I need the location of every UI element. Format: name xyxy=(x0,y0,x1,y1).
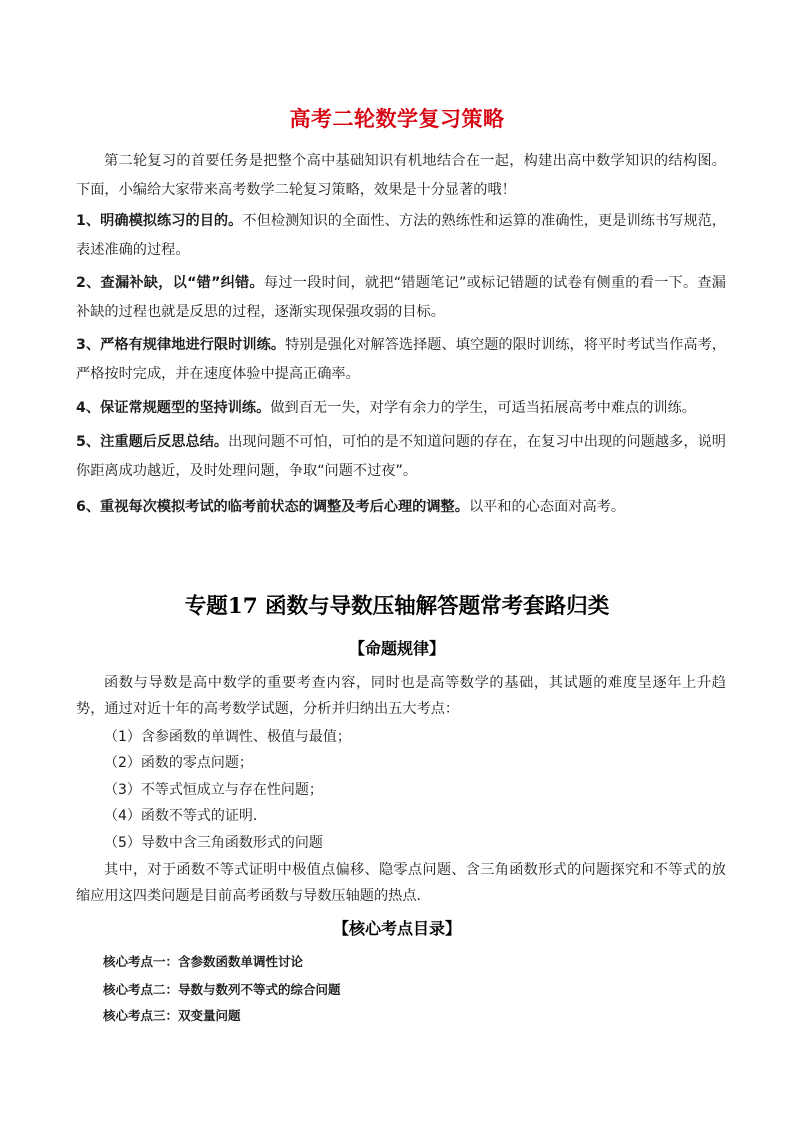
tip-1-title: 1、明确模拟练习的目的。 xyxy=(76,213,243,229)
tip-4-text: 做到百无一失，对学有余力的学生，可适当拓展高考中难点的训练。 xyxy=(270,400,696,416)
strategy-title: 高考二轮数学复习策略 xyxy=(289,107,505,131)
law-heading: 【命题规律】 xyxy=(348,639,445,658)
tip-1-text: 不但检测知识的全面性、方法的熟练性和运算的准确性，更是训练书写规范，表述准确的过程。 xyxy=(76,213,726,258)
catalog-item-2: 核心考点二：导数与数列不等式的综合问题 xyxy=(103,982,341,997)
catalog-item-1: 核心考点一：含参数函数单调性讨论 xyxy=(103,954,304,969)
point-1: （1）含参函数的单调性、极值与最值； xyxy=(104,729,351,745)
tip-2-text: 每过一段时间，就把“错题笔记”或标记错题的试卷有侧重的看一下。查漏补缺的过程也就是反思的过程，逐渐实现保强攻弱的目标。 xyxy=(76,275,726,320)
tip-4 xyxy=(76,394,726,423)
tip-6-text: 以平和的心态面对高考。 xyxy=(468,499,626,515)
tip-5 xyxy=(76,428,726,486)
tip-3 xyxy=(76,331,726,389)
catalog-heading: 【核心考点目录】 xyxy=(332,919,461,938)
catalog-item-3: 核心考点三：双变量问题 xyxy=(103,1008,241,1023)
law-summary: 其中，对于函数不等式证明中极值点偏移、隐零点问题、含三角函数形式的问题探究和不等式的放缩应用这四类问题是目前高考函数与导数压轴题的热点． xyxy=(76,862,726,904)
point-3: （3）不等式恒成立与存在性问题； xyxy=(104,782,323,798)
intro-paragraph: 第二轮复习的首要任务是把整个高中基础知识有机地结合在一起，构建出高中数学知识的结构图。下面，小编给大家带来高考数学二轮复习策略，效果是十分显著的哦！ xyxy=(76,153,726,198)
topic-title: 专题17 函数与导数压轴解答题常考套路归类 xyxy=(184,594,610,619)
tip-6 xyxy=(76,493,726,522)
tip-4-title: 4、保证常规题型的坚持训练。 xyxy=(76,400,271,416)
point-5: （5）导数中含三角函数形式的问题 xyxy=(104,835,323,851)
tip-3-text: 特别是强化对解答选择题、填空题的限时训练，将平时考试当作高考，严格按时完成，并在速度体验中提高正确率。 xyxy=(76,337,726,382)
tip-6-title: 6、重视每次模拟考试的临考前状态的调整及考后心理的调整。 xyxy=(76,499,469,515)
tip-1 xyxy=(76,207,726,265)
tip-3-title: 3、严格有规律地进行限时训练。 xyxy=(76,337,286,353)
law-intro: 函数与导数是高中数学的重要考查内容，同时也是高等数学的基础，其试题的难度呈逐年上升趋势，通过对近十年的高考数学试题，分析并归纳出五大考点： xyxy=(76,675,726,717)
tip-5-text: 出现问题不可怕，可怕的是不知道问题的存在，在复习中出现的问题越多，说明你距离成功越近，及时处理问题，争取“问题不过夜”。 xyxy=(76,434,726,479)
tip-2 xyxy=(76,269,726,327)
tip-5-title: 5、注重题后反思总结。 xyxy=(76,434,229,450)
point-4: （4）函数不等式的证明． xyxy=(104,808,267,824)
tip-2-title: 2、查漏补缺，以“错”纠错。 xyxy=(76,275,264,291)
point-2: （2）函数的零点问题； xyxy=(104,755,253,771)
